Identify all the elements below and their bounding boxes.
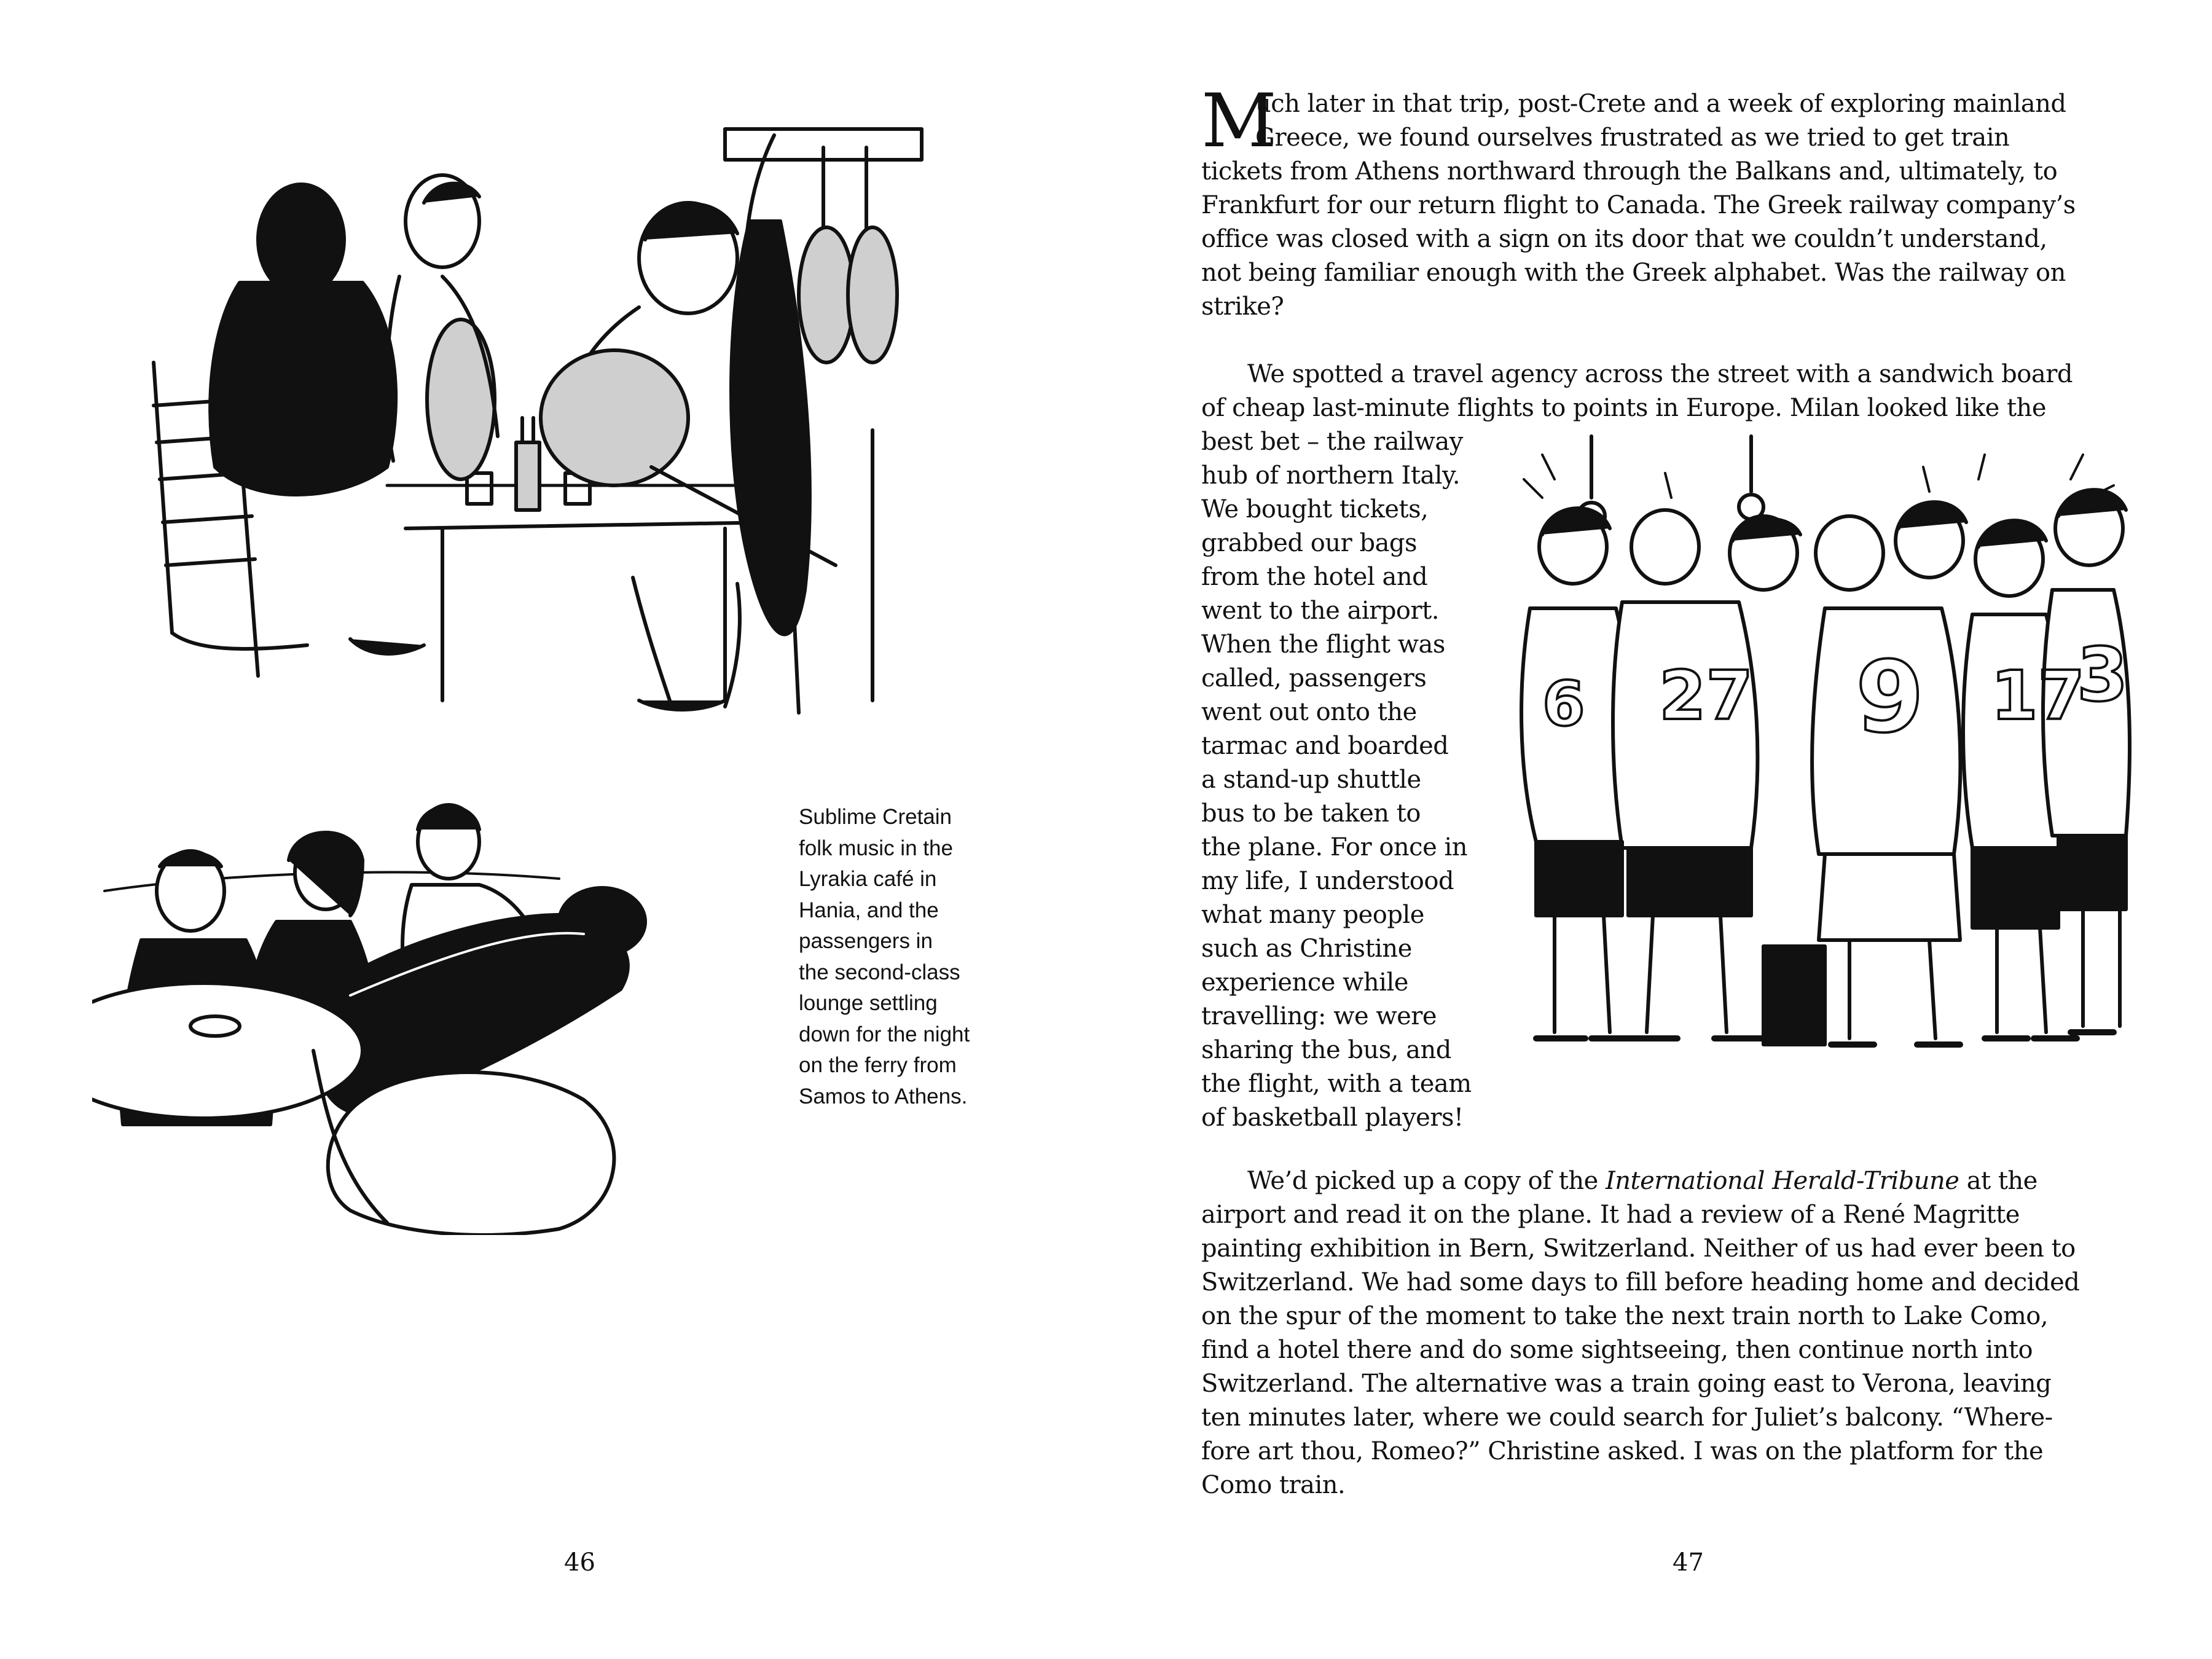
jersey-number: 3	[2077, 633, 2128, 718]
text-line: tickets from Athens northward through the Balkans and, ultimately, to	[1201, 157, 2058, 186]
text-line: from the hotel and	[1201, 563, 1428, 591]
text-segment: We’d picked up a copy of the	[1247, 1167, 1606, 1195]
text-line	[1201, 1164, 2141, 1198]
paragraph-1	[1201, 79, 2141, 324]
text-line: airport and read it on the plane. It had a review of a René Magritte	[1201, 1201, 2020, 1229]
text-line: strike?	[1201, 292, 1284, 321]
text-line: painting exhibition in Bern, Switzerland. Neither of us had ever been to	[1201, 1234, 2076, 1263]
jersey-number: 27	[1659, 656, 1754, 735]
paragraph-3	[1201, 1164, 2141, 1502]
text-line: Switzerland. We had some days to fill before heading home and decided	[1201, 1268, 2080, 1296]
text-line: best bet – the railway	[1201, 428, 1463, 456]
text-line: the plane. For once in	[1201, 833, 1468, 861]
text-line: what many people	[1201, 901, 1424, 929]
text-line: Switzerland. The alternative was a train going east to Verona, leaving	[1201, 1370, 2052, 1398]
text-line: uch later in that trip, post-Crete and a week of exploring mainland	[1255, 90, 2066, 118]
text-line: grabbed our bags	[1201, 529, 1418, 557]
text-line: Frankfurt for our return flight to Canada. The Greek railway company’s	[1201, 191, 2076, 219]
text-line: went to the airport.	[1201, 597, 1439, 625]
text-line: hub of northern Italy.	[1201, 461, 1461, 490]
text-line: of cheap last-minute flights to points in Europe. Milan looked like the	[1201, 394, 2046, 422]
sketch-ferry-passengers-icon	[92, 793, 805, 1235]
caption-line: Sublime Cretain	[799, 805, 952, 829]
text-line: the flight, with a team	[1201, 1070, 1472, 1098]
text-line: office was closed with a sign on its door that we couldn’t understand,	[1201, 225, 2047, 253]
text-line: bus to be taken to	[1201, 799, 1421, 828]
page-number-right: 47	[1673, 1548, 1704, 1577]
caption-line: folk music in the	[799, 836, 953, 860]
drop-cap: M	[1201, 79, 1277, 164]
text-line: We bought tickets,	[1201, 495, 1429, 524]
text-line: experience while	[1201, 968, 1408, 997]
caption-line: on the ferry from	[799, 1053, 957, 1077]
text-line: on the spur of the moment to take the next train north to Lake Como,	[1201, 1302, 2049, 1330]
publication-title: International Herald-Tribune	[1605, 1167, 1959, 1195]
sketch-basketball-team-icon	[1505, 430, 2138, 1088]
caption-line: lounge settling	[799, 991, 938, 1015]
caption-line: passengers in	[799, 929, 933, 953]
jersey-number: 17	[1991, 656, 2085, 735]
caption-line: Lyrakia café in	[799, 867, 937, 891]
text-line: ten minutes later, where we could search for Juliet’s balcony. “Where-	[1201, 1403, 2053, 1432]
sketch-musicians-cafe-icon	[98, 98, 983, 737]
text-line: a stand-up shuttle	[1201, 766, 1421, 794]
text-line: sharing the bus, and	[1201, 1036, 1451, 1064]
page-number-left: 46	[564, 1548, 595, 1577]
text-line: When the flight was	[1201, 630, 1445, 659]
figure-caption	[799, 802, 1020, 1112]
text-line: travelling: we were	[1201, 1002, 1437, 1030]
text-line: We spotted a travel agency across the street with a sandwich board	[1247, 360, 2073, 388]
text-line: such as Christine	[1201, 935, 1412, 963]
text-line: tarmac and boarded	[1201, 732, 1449, 760]
jersey-number: 9	[1856, 640, 1924, 755]
text-line: of basketball players!	[1201, 1104, 1464, 1132]
text-segment: at the	[1959, 1167, 2037, 1195]
text-line: find a hotel there and do some sightseeing, then continue north into	[1201, 1336, 2033, 1364]
text-line: went out onto the	[1201, 698, 1417, 726]
jersey-number: 6	[1542, 668, 1585, 740]
caption-line: the second-class	[799, 960, 960, 984]
caption-line: Hania, and the	[799, 898, 939, 922]
text-line: my life, I understood	[1201, 867, 1454, 895]
text-line: not being familiar enough with the Greek alphabet. Was the railway on	[1201, 259, 2066, 287]
text-line: fore art thou, Romeo?” Christine asked. I was on the platform for the	[1201, 1437, 2044, 1465]
text-line: called, passengers	[1201, 664, 1427, 692]
text-line: Greece, we found ourselves frustrated as we tried to get train	[1255, 124, 2010, 152]
caption-line: Samos to Athens.	[799, 1084, 968, 1108]
caption-line: down for the night	[799, 1022, 970, 1046]
text-line: Como train.	[1201, 1471, 1346, 1499]
